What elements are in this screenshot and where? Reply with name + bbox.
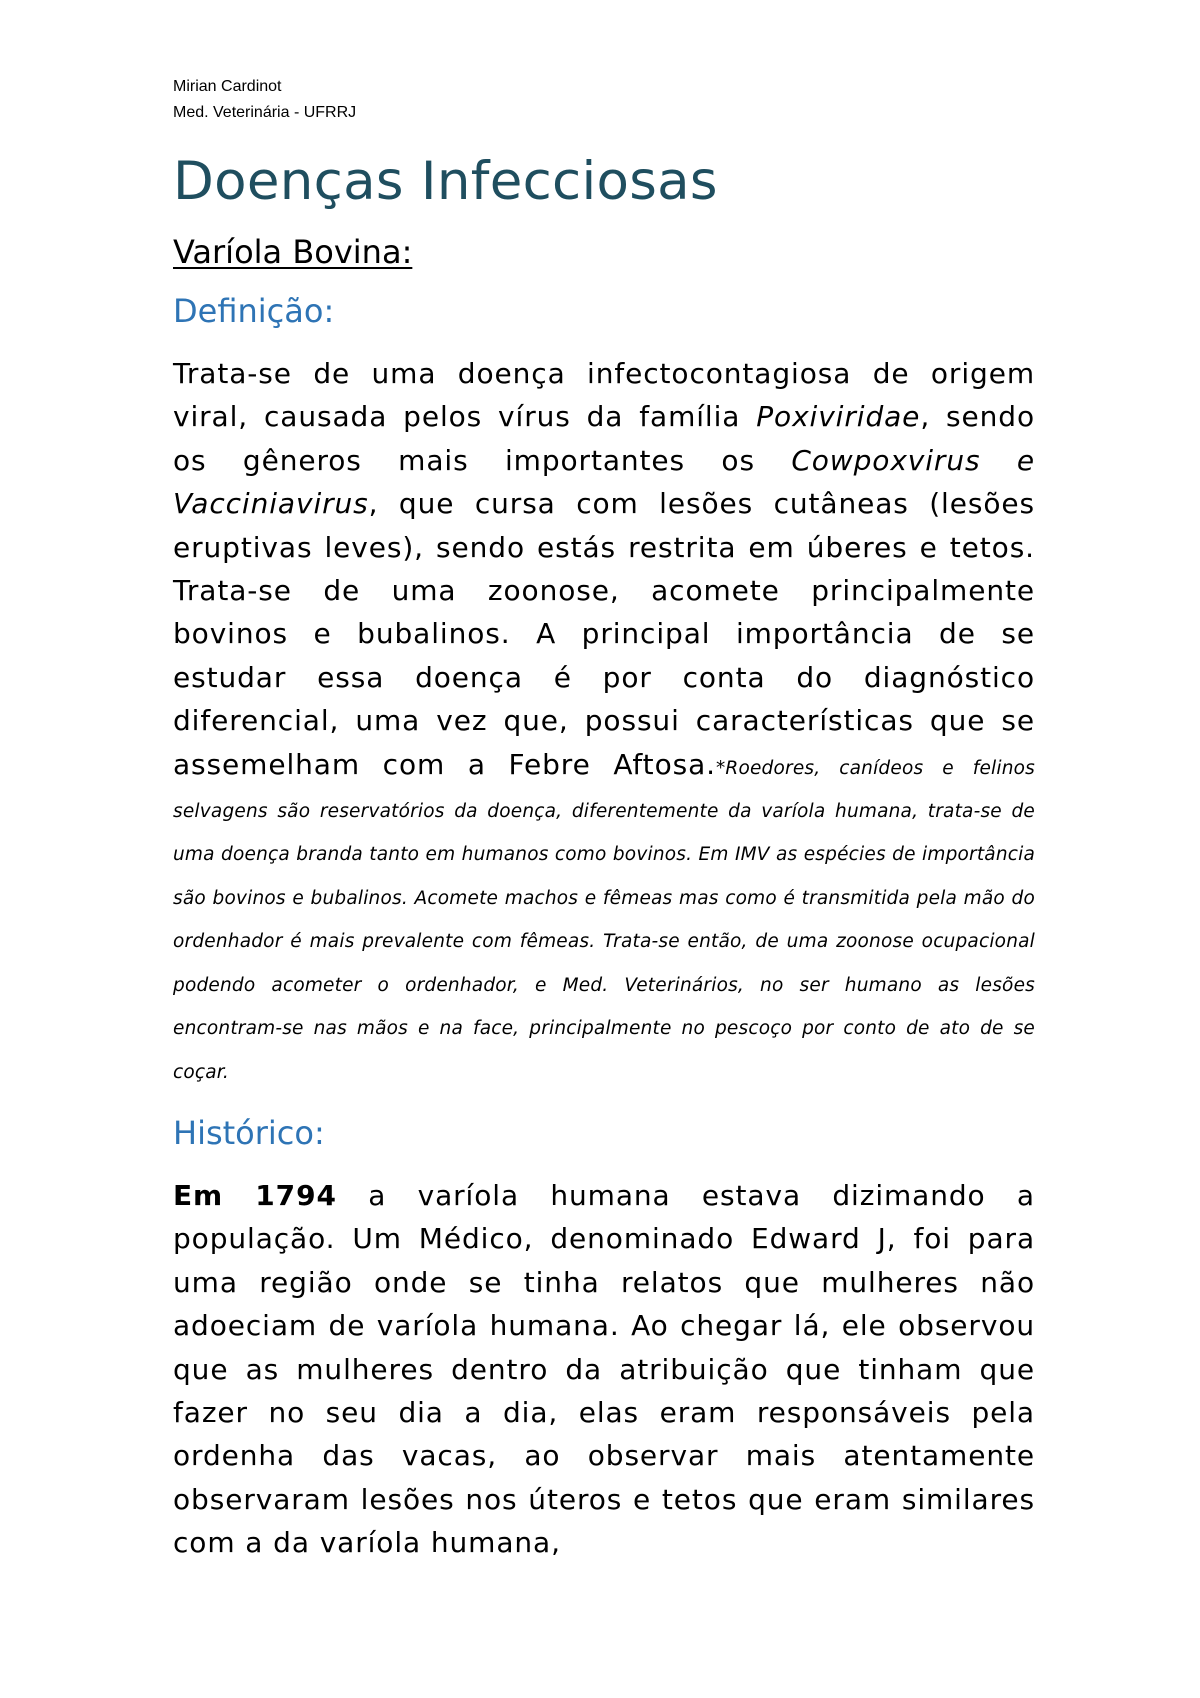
definition-text-3: , que cursa com lesões cutâneas (lesões eruptivas leves), sendo estás restrita em úberes e tetos. Trata-se de uma zoonose, acomete principalmente bovinos e bubalinos. A principal importância de se estudar essa doença é por conta do diagnóstico diferencial, uma vez que, possui características que se assemelham com a Febre Aftosa. [173, 487, 1035, 781]
course-name: Med. Veterinária - UFRRJ [173, 104, 357, 121]
definition-note: *Roedores, canídeos e felinos selvagens são reservatórios da doença, diferentemente da varíola humana, trata-se de uma doença branda tanto em humanos como bovinos. Em IMV as espécies de importância são bovinos e bubalinos. Acomete machos e fêmeas mas como é transmitida pela mão do ordenhador é mais prevalente com fêmeas. Trata-se então, de uma zoonose ocupacional podendo acometer o ordenhador, e Med. Veterinários, no ser humano as lesões encontram-se nas mãos e na face, principalmente no pescoço por conto de ato de se coçar. [173, 757, 1035, 1083]
history-paragraph [173, 1174, 1035, 1565]
disease-subtitle: Varíola Bovina: [173, 233, 413, 271]
definition-text-2: , sendo os gêneros mais importantes os [173, 400, 1035, 477]
definition-text-1: Trata-se de uma doença infectocontagiosa de origem viral, causada pelos vírus da família [173, 357, 1035, 434]
virus-genera-names: Cowpoxvirus e Vacciniavirus [173, 443, 1035, 521]
history-heading: Histórico: [173, 1113, 325, 1152]
definition-heading: Definição: [173, 292, 335, 330]
author-name: Mirian Cardinot [173, 78, 282, 95]
history-year: Em 1794 [173, 1178, 337, 1212]
document-title: Doenças Infecciosas [173, 151, 718, 212]
document-header [173, 74, 1035, 126]
definition-paragraph [173, 352, 1035, 1090]
virus-family-name: Poxiviridae [756, 400, 921, 434]
history-text: a varíola humana estava dizimando a população. Um Médico, denominado Edward J, foi para uma região onde se tinha relatos que mulheres não adoeciam de varíola humana. Ao chegar lá, ele observou que as mulheres dentro da atribuição que tinham que fazer no seu dia a dia, elas eram responsáveis pela ordenha das vacas, ao observar mais atentamente observaram lesões nos úteros e tetos que eram similares com a da varíola humana, [173, 1178, 1035, 1560]
